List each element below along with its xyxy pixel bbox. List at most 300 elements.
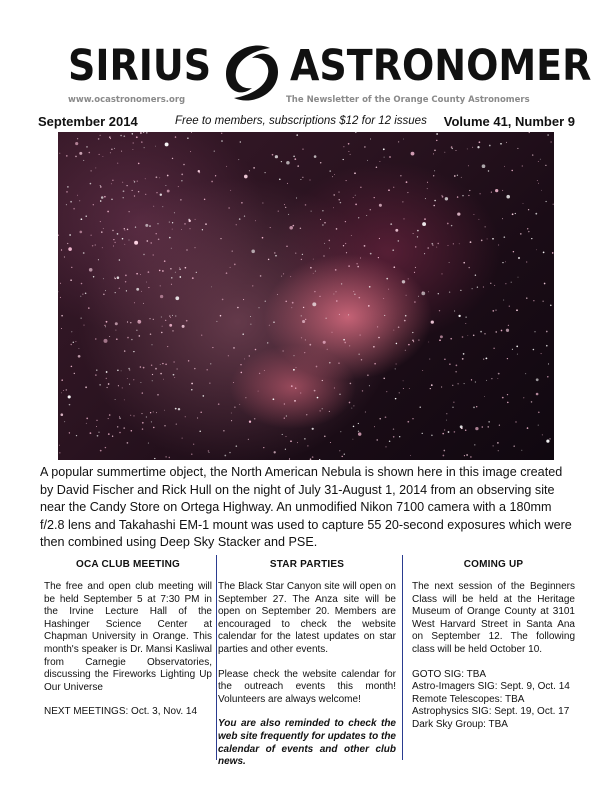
star [324,222,325,223]
star [171,277,172,278]
star [407,421,409,423]
star [445,197,448,200]
star [296,367,297,368]
star [169,315,170,316]
star [322,408,323,409]
star [159,270,161,272]
sirius-logo-icon [212,38,292,108]
star [58,235,59,236]
star [379,418,380,419]
star [109,414,111,416]
star [88,152,90,154]
star [297,442,298,443]
star [305,339,306,340]
star [264,370,265,371]
star [393,436,395,438]
star [457,383,458,384]
star [338,362,340,364]
star [520,233,522,235]
star [395,398,397,400]
star [123,190,125,192]
star [98,432,99,433]
star [505,283,506,284]
star [182,438,183,439]
star [162,363,163,364]
star [86,216,87,217]
star [323,255,324,256]
star [302,254,303,255]
star [159,177,160,178]
star [422,433,423,434]
star [297,165,299,167]
star [100,186,102,188]
star [128,368,130,370]
star [418,339,419,340]
star [493,445,494,446]
star [502,218,503,219]
star [204,199,205,200]
star [152,344,153,345]
star [66,389,68,391]
star [146,282,147,283]
star [486,380,487,381]
star [99,384,100,385]
star [440,335,443,338]
star [415,267,416,268]
star [197,418,198,419]
star [124,228,125,229]
star [366,215,367,216]
beginners-class-text: The next session of the Beginners Class will be held at the Heritage Museum of Orange County at 3101 West Harvard Street in Santa Ana on September 12. The following class will be held October 10. [412,581,575,655]
star [413,233,414,234]
star [284,403,285,404]
star [482,426,484,428]
star [133,379,134,380]
star [144,147,145,148]
star [407,192,408,193]
star [383,148,385,150]
star [104,196,106,198]
star [507,394,508,395]
star [228,207,229,208]
star [119,432,121,434]
star [465,429,466,430]
star [383,378,384,379]
star [216,321,217,322]
star [538,161,539,162]
star [383,298,384,299]
star [165,456,166,457]
star [179,276,181,278]
star [241,372,243,374]
star [201,335,202,336]
star [538,425,539,426]
coming-up-column [412,555,575,760]
star [154,458,155,459]
star [358,432,361,435]
star [160,193,162,195]
star [359,297,361,299]
star [167,190,170,193]
star [102,247,103,248]
star [102,156,103,157]
star [132,133,133,134]
star [179,267,180,268]
star [174,212,175,213]
star [346,252,347,253]
star [264,172,265,173]
star [61,392,62,393]
star [142,413,143,414]
star [85,293,87,295]
star [151,421,152,422]
star [370,139,371,140]
star [66,204,67,205]
star [181,174,183,176]
star [398,141,399,142]
star [150,412,151,413]
star [221,140,223,142]
star [262,237,264,239]
star [161,332,162,333]
star [386,391,387,392]
star [460,425,463,428]
star [398,326,400,328]
star [348,314,349,315]
star [255,220,256,221]
star [389,156,391,158]
star [454,310,455,311]
star [348,265,350,267]
star [194,368,195,369]
star [497,442,499,444]
star [289,458,290,459]
star [214,151,215,152]
star [101,196,104,199]
star [122,238,124,240]
star [304,352,305,353]
star [95,167,96,168]
star [160,285,161,286]
star [336,300,338,302]
star [149,225,150,226]
star [320,410,321,411]
star [316,366,318,368]
star [86,146,87,147]
star [117,233,119,235]
star [95,374,96,375]
star [175,315,176,316]
star [238,159,239,160]
star [190,151,191,152]
star [439,339,441,341]
star [373,346,375,348]
star [459,243,460,244]
star [226,272,228,274]
star [442,433,444,435]
star [192,277,194,279]
star [536,378,539,381]
club-meeting-text: The free and open club meeting will be held September 5 at 7:30 PM in the Irvine Lecture Hall of the Hashinger Science Center at Chapman University in Orange. This month's speaker is Dr. Mansi Kasliwal from Carnegie Observatories, discussing the Fireworks Lighting Up Our Universe [44,581,212,693]
star [167,346,168,347]
star [411,152,415,156]
star [286,246,287,247]
nebula-photo [58,132,554,460]
star [449,291,450,292]
star [370,209,371,210]
star [108,433,110,435]
star [352,439,353,440]
star [124,244,125,245]
star [457,175,458,176]
star [358,217,359,218]
star [417,230,419,232]
star [473,214,474,215]
star [454,175,456,177]
star [338,192,339,193]
star [431,243,433,245]
star [223,430,225,432]
star [462,358,464,360]
star [143,132,144,133]
star [86,423,87,424]
star [127,378,128,379]
star [309,344,311,346]
star [451,146,453,148]
star [452,385,453,386]
star [172,330,173,331]
star [353,197,354,198]
volume-number: Volume 41, Number 9 [443,114,575,129]
star [313,259,314,260]
star [336,291,337,292]
star [249,355,250,356]
star [273,398,275,400]
star [502,262,503,263]
star [115,292,116,293]
star [425,198,426,199]
star [95,338,96,339]
star [64,256,65,257]
star [110,152,111,153]
star [491,378,492,379]
star [513,445,515,447]
star [300,179,301,180]
star [302,148,303,149]
star [388,289,389,290]
star [209,452,210,453]
star [505,261,506,262]
star [494,285,495,286]
star [403,218,404,219]
star [182,325,185,328]
star [336,228,338,230]
star [528,209,529,210]
star [399,392,400,393]
star [184,223,185,224]
star [61,379,63,381]
star [105,290,106,291]
star [543,301,544,302]
star [208,450,209,451]
star [310,180,311,181]
star [359,354,360,355]
star [160,364,161,365]
star [314,155,317,158]
star [502,190,503,191]
star [511,170,512,171]
star [438,243,439,244]
star [427,188,428,189]
star [468,165,469,166]
star [432,245,433,246]
star [59,452,60,453]
star [142,422,144,424]
star [534,331,535,332]
star [141,291,142,292]
sig-list [412,669,575,732]
star [287,183,288,184]
star [384,315,385,316]
star [412,332,413,333]
star [357,266,359,268]
star [442,273,443,274]
star [233,382,234,383]
star [114,277,115,278]
star [100,135,101,136]
star [115,322,118,325]
star [374,426,375,427]
star [306,414,307,415]
website-url: www.ocastronomers.org [68,95,186,105]
star [436,140,437,141]
star [106,321,108,323]
star [132,149,133,150]
star [294,158,296,160]
star [379,204,382,207]
star [468,267,469,268]
star [108,418,109,419]
star [134,241,138,245]
star [141,141,143,143]
star [254,418,256,420]
star [88,307,90,309]
star [100,450,102,452]
star [547,376,549,378]
star [457,212,460,215]
star [249,170,250,171]
star [122,182,123,183]
star [135,226,136,227]
star [498,450,499,451]
star [343,146,344,147]
star [263,447,264,448]
star [488,170,489,171]
star [268,259,270,261]
star [210,363,211,364]
star [358,431,359,432]
star [395,229,398,232]
star [369,385,370,386]
star [504,166,505,167]
star [350,154,351,155]
star [547,134,549,136]
star [403,139,404,140]
star [457,196,458,197]
star [449,262,450,263]
star [74,373,75,374]
star [545,201,546,202]
star [538,183,539,184]
star [443,455,445,457]
star [109,336,110,337]
star [525,373,526,374]
star [415,246,417,248]
star [244,175,248,179]
star [258,391,259,392]
star [500,143,502,145]
star [165,142,169,146]
star [242,333,244,335]
star [123,135,125,137]
star [240,141,241,142]
star [408,278,409,279]
star [64,421,65,422]
star [455,371,456,372]
star [545,165,546,166]
star [153,206,154,207]
star [173,361,174,362]
star [386,278,388,280]
star [131,339,132,340]
star [179,268,180,269]
star [526,261,527,262]
star [333,194,334,195]
star [171,284,172,285]
star [136,330,137,331]
star [427,247,429,249]
star [134,302,135,303]
star [441,386,442,387]
star [395,368,396,369]
star [365,411,366,412]
star-parties-column [218,555,396,768]
star [119,288,120,289]
star [408,344,410,346]
star [239,218,241,220]
star [73,208,75,210]
star [422,222,426,226]
star [344,342,346,344]
star [477,287,478,288]
star [433,153,434,154]
masthead [62,38,592,108]
star [513,251,514,252]
star [498,244,499,245]
star [355,195,356,196]
newsletter-tagline: The Newsletter of the Orange County Astronomers [286,95,530,105]
star [312,456,314,458]
star [265,301,266,302]
star [140,132,142,134]
star [146,416,147,417]
star [60,297,61,298]
star [133,180,134,181]
star [290,276,291,277]
star [172,315,173,316]
star [75,142,78,145]
star [114,242,115,243]
